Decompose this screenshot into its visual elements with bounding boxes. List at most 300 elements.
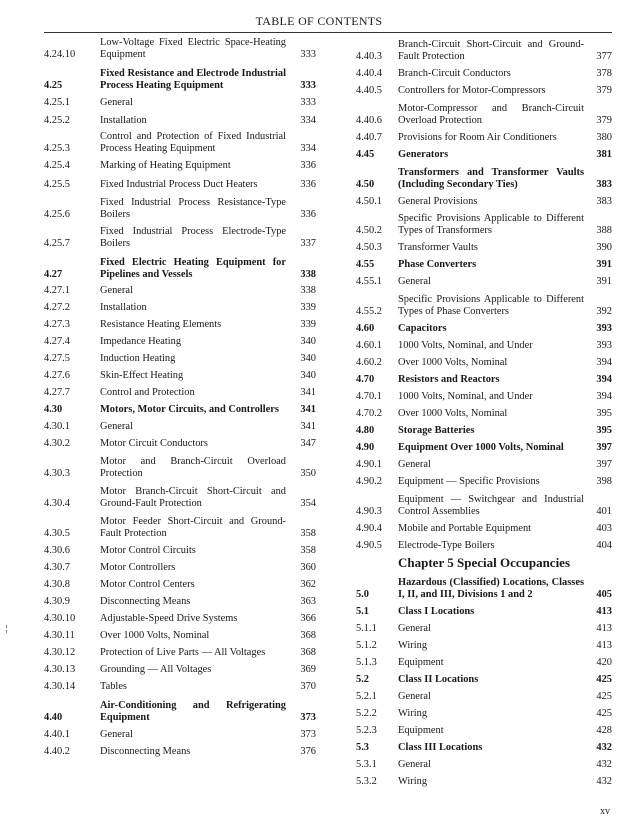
- section-title: Fixed Industrial Process Electrode-Type Boilers: [100, 225, 286, 250]
- section-number: 5.2: [356, 674, 369, 686]
- page-ref: 397: [596, 442, 612, 454]
- page-ref: 373: [300, 729, 316, 741]
- section-title: Disconnecting Means: [100, 596, 191, 608]
- toc-entry[interactable]: [356, 162, 612, 192]
- section-number: 4.30.6: [44, 545, 70, 557]
- toc-entry[interactable]: [44, 451, 316, 481]
- page-ref: 425: [596, 691, 612, 703]
- page-ref: 391: [596, 259, 612, 271]
- toc-entry[interactable]: [356, 272, 612, 289]
- section-title: Over 1000 Volts, Nominal: [100, 630, 210, 642]
- section-title: Fixed Resistance and Electrode Industrial Process Heating Equipment: [100, 67, 286, 92]
- section-title: Class I Locations: [398, 606, 475, 618]
- page-ref: 333: [300, 97, 316, 109]
- toc-entry[interactable]: [44, 742, 316, 759]
- page-ref: 425: [596, 674, 612, 686]
- section-title: Installation: [100, 115, 147, 127]
- page-ref: 370: [300, 681, 316, 693]
- toc-entry[interactable]: [356, 64, 612, 81]
- section-number: 4.80: [356, 425, 375, 437]
- section-title: Grounding — All Voltages: [100, 664, 212, 676]
- section-number: 4.55.1: [356, 276, 382, 288]
- section-number: 4.40: [44, 712, 63, 724]
- section-title: Protection of Live Parts — All Voltages: [100, 647, 266, 659]
- section-title: Equipment Over 1000 Volts, Nominal: [398, 442, 564, 454]
- section-number: 5.1: [356, 606, 369, 618]
- toc-entry[interactable]: [44, 251, 316, 282]
- toc-entry[interactable]: [356, 687, 612, 704]
- page-ref: 350: [300, 468, 316, 480]
- section-number: 4.27: [44, 269, 63, 281]
- page-ref: 339: [300, 302, 316, 314]
- section-title: Equipment — Switchgear and Industrial Control Assemblies: [398, 493, 584, 518]
- section-title: General Provisions: [398, 196, 478, 208]
- toc-entry[interactable]: [356, 128, 612, 145]
- section-title: Motor Branch-Circuit Short-Circuit and Ground-Fault Protection: [100, 485, 286, 510]
- section-title: Branch-Circuit Short-Circuit and Ground-Fault Protection: [398, 38, 584, 63]
- section-number: 4.27.5: [44, 353, 70, 365]
- page-ref: 368: [300, 647, 316, 659]
- section-title: General: [100, 285, 133, 297]
- section-number: 4.30.4: [44, 498, 70, 510]
- page-header: TABLE OF CONTENTS: [255, 14, 383, 28]
- section-title: Hazardous (Classified) Locations, Classes I, II, and III, Divisions 1 and 2: [398, 576, 584, 601]
- section-number: 4.50.1: [356, 196, 382, 208]
- section-number: 4.25.1: [44, 97, 70, 109]
- toc-entry[interactable]: [44, 128, 316, 156]
- section-number: 4.25.4: [44, 160, 70, 172]
- section-title: Equipment: [398, 657, 444, 669]
- page-ref: 341: [300, 404, 316, 416]
- section-number: 4.25: [44, 80, 63, 92]
- section-title: Adjustable-Speed Drive Systems: [100, 613, 238, 625]
- toc-entry[interactable]: [356, 455, 612, 472]
- section-number: 4.27.2: [44, 302, 70, 314]
- section-number: 4.50.2: [356, 225, 382, 237]
- toc-entry[interactable]: [356, 489, 612, 519]
- toc-entry[interactable]: [356, 571, 612, 602]
- toc-entry[interactable]: [356, 670, 612, 687]
- page-ref: 393: [596, 323, 612, 335]
- toc-entry[interactable]: [44, 349, 316, 366]
- section-number: 4.40.5: [356, 85, 382, 97]
- toc-entry[interactable]: [44, 298, 316, 315]
- section-title: Motor Controllers: [100, 562, 176, 574]
- section-number: 4.40.4: [356, 68, 382, 80]
- section-title: 1000 Volts, Nominal, and Under: [398, 391, 533, 403]
- page-ref: 336: [300, 160, 316, 172]
- page-ref: 341: [300, 387, 316, 399]
- section-title: Wiring: [398, 640, 428, 652]
- page-ref: 333: [300, 49, 316, 61]
- section-title: Induction Heating: [100, 353, 176, 365]
- section-title: Capacitors: [398, 323, 447, 335]
- section-title: Resistors and Reactors: [398, 374, 500, 386]
- toc-entry[interactable]: [356, 536, 612, 553]
- section-number: 4.30.8: [44, 579, 70, 591]
- page-ref: 428: [596, 725, 612, 737]
- toc-entry[interactable]: [356, 704, 612, 721]
- toc-entry[interactable]: [356, 36, 612, 64]
- page-ref: 339: [300, 319, 316, 331]
- section-number: 5.0: [356, 589, 369, 601]
- toc-entry[interactable]: [356, 255, 612, 272]
- page-ref: 383: [596, 179, 612, 191]
- toc-entry[interactable]: [44, 93, 316, 110]
- toc-entry[interactable]: [356, 653, 612, 670]
- page-ref: 413: [596, 606, 612, 618]
- toc-entry[interactable]: [356, 238, 612, 255]
- toc-entry[interactable]: [44, 173, 316, 192]
- section-number: 4.27.3: [44, 319, 70, 331]
- section-number: 4.30.7: [44, 562, 70, 574]
- section-number: 4.30.10: [44, 613, 76, 625]
- toc-right-column: [356, 36, 612, 789]
- section-number: 4.90.1: [356, 459, 382, 471]
- section-title: General: [100, 97, 133, 109]
- section-title: Motor Control Centers: [100, 579, 195, 591]
- section-number: 4.90.5: [356, 540, 382, 552]
- section-number: 4.27.7: [44, 387, 70, 399]
- page-ref: 390: [596, 242, 612, 254]
- page-ref: 378: [596, 68, 612, 80]
- section-title: Fixed Industrial Process Duct Heaters: [100, 179, 258, 191]
- section-number: 4.90.4: [356, 523, 382, 535]
- toc-entry[interactable]: [356, 209, 612, 238]
- toc-entry[interactable]: [44, 694, 316, 725]
- section-number: 4.90.2: [356, 476, 382, 488]
- toc-entry[interactable]: [44, 677, 316, 694]
- page-ref: 347: [300, 438, 316, 450]
- toc-entry[interactable]: [44, 192, 316, 222]
- toc-entry[interactable]: [44, 36, 316, 62]
- toc-entry[interactable]: [44, 481, 316, 511]
- page-ref: 373: [300, 712, 316, 724]
- section-title: Chapter 5 Special Occupancies: [398, 555, 571, 570]
- page-ref: 392: [596, 306, 612, 318]
- page-ref: 420: [596, 657, 612, 669]
- page-ref: 334: [300, 143, 316, 155]
- page-ref: 413: [596, 640, 612, 652]
- page-ref: 377: [596, 51, 612, 63]
- section-title: Marking of Heating Equipment: [100, 160, 231, 172]
- toc-entry[interactable]: [356, 738, 612, 755]
- section-title: Storage Batteries: [398, 425, 475, 437]
- section-number: 4.25.2: [44, 115, 70, 127]
- section-title: Electrode-Type Boilers: [398, 540, 495, 552]
- page-ref: 354: [300, 498, 316, 510]
- page-ref: 394: [596, 374, 612, 386]
- page-ref: 391: [596, 276, 612, 288]
- page-ref: 340: [300, 353, 316, 365]
- toc-entry[interactable]: [356, 336, 612, 353]
- page-ref: 338: [300, 269, 316, 281]
- toc-entry[interactable]: [44, 156, 316, 173]
- toc-entry[interactable]: [356, 192, 612, 209]
- section-number: 4.60: [356, 323, 375, 335]
- section-number: 4.60.2: [356, 357, 382, 369]
- section-number: 4.25.6: [44, 209, 70, 221]
- section-title: Phase Converters: [398, 259, 477, 271]
- section-title: Control and Protection of Fixed Industrial Process Heating Equipment: [100, 130, 286, 155]
- page-ref: 334: [300, 115, 316, 127]
- section-number: 4.27.1: [44, 285, 70, 297]
- section-number: 4.30.12: [44, 647, 76, 659]
- section-title: General: [100, 421, 133, 433]
- section-title: Equipment — Specific Provisions: [398, 476, 540, 488]
- section-number: 5.3.2: [356, 776, 377, 788]
- section-number: 4.50.3: [356, 242, 382, 254]
- section-title: Control and Protection: [100, 387, 195, 399]
- page-ref: 397: [596, 459, 612, 471]
- section-number: 4.55.2: [356, 306, 382, 318]
- section-number: 4.25.7: [44, 238, 70, 250]
- page-ref: 358: [300, 528, 316, 540]
- toc-entry[interactable]: [44, 62, 316, 93]
- section-title: Motor Circuit Conductors: [100, 438, 208, 450]
- page-ref: 376: [300, 746, 316, 758]
- page-ref: 404: [596, 540, 612, 552]
- section-number: 4.30.14: [44, 681, 76, 693]
- toc-entry[interactable]: [44, 332, 316, 349]
- page-ref: 362: [300, 579, 316, 591]
- section-number: 4.40.7: [356, 132, 382, 144]
- toc-entry[interactable]: [356, 370, 612, 387]
- section-number: 5.1.2: [356, 640, 377, 652]
- page-number: xv: [600, 806, 610, 817]
- section-title: General: [100, 729, 133, 741]
- section-number: 4.27.6: [44, 370, 70, 382]
- page-ref: 394: [596, 391, 612, 403]
- section-number: 5.2.3: [356, 725, 377, 737]
- toc-entry[interactable]: [356, 636, 612, 653]
- section-title: Transformer Vaults: [398, 242, 478, 254]
- toc-entry[interactable]: [44, 725, 316, 742]
- section-number: 4.30.3: [44, 468, 70, 480]
- page-ref: 379: [596, 85, 612, 97]
- section-number: 4.24.10: [44, 49, 76, 61]
- page-ref: 393: [596, 340, 612, 352]
- toc-entry[interactable]: [356, 289, 612, 319]
- toc-entry[interactable]: [44, 660, 316, 677]
- section-number: 4.70.2: [356, 408, 382, 420]
- page-ref: 398: [596, 476, 612, 488]
- toc-entry[interactable]: [356, 519, 612, 536]
- toc-entry[interactable]: [44, 400, 316, 417]
- page-ref: 358: [300, 545, 316, 557]
- section-title: Over 1000 Volts, Nominal: [398, 408, 508, 420]
- page-ref: 405: [596, 589, 612, 601]
- toc-entry[interactable]: [44, 626, 316, 643]
- toc-entry[interactable]: [356, 319, 612, 336]
- page-ref: 336: [300, 179, 316, 191]
- toc-entry[interactable]: [356, 619, 612, 636]
- header-rule: [44, 32, 612, 33]
- section-title: Wiring: [398, 776, 428, 788]
- page-ref: 333: [300, 80, 316, 92]
- section-number: 4.90: [356, 442, 375, 454]
- page-ref: 337: [300, 238, 316, 250]
- section-number: 4.40.3: [356, 51, 382, 63]
- page-ref: 388: [596, 225, 612, 237]
- page-ref: 360: [300, 562, 316, 574]
- section-title: Class III Locations: [398, 742, 483, 754]
- page-ref: 340: [300, 370, 316, 382]
- section-number: 4.70: [356, 374, 375, 386]
- section-number: 4.25.3: [44, 143, 70, 155]
- toc-entry[interactable]: [44, 315, 316, 332]
- section-number: 4.40.1: [44, 729, 70, 741]
- toc-entry[interactable]: [356, 772, 612, 789]
- section-number: 4.30: [44, 404, 63, 416]
- chapter-heading[interactable]: [356, 553, 612, 571]
- section-title: Transformers and Transformer Vaults (Including Secondary Ties): [398, 166, 584, 191]
- toc-entry[interactable]: [356, 81, 612, 98]
- section-number: 4.60.1: [356, 340, 382, 352]
- section-number: 5.3: [356, 742, 369, 754]
- section-number: 4.30.11: [44, 630, 75, 642]
- page-ref: 366: [300, 613, 316, 625]
- section-title: Installation: [100, 302, 147, 314]
- section-title: General: [398, 276, 431, 288]
- toc-entry[interactable]: [44, 417, 316, 434]
- toc-entry[interactable]: [356, 421, 612, 438]
- page-ref: 432: [596, 776, 612, 788]
- page-ref: 395: [596, 408, 612, 420]
- section-title: Low-Voltage Fixed Electric Space-Heating Equipment: [100, 36, 286, 61]
- toc-entry[interactable]: [44, 282, 316, 298]
- section-title: General: [398, 459, 431, 471]
- section-title: Specific Provisions Applicable to Different Types of Phase Converters: [398, 293, 584, 318]
- section-number: 4.30.9: [44, 596, 70, 608]
- page-ref: 336: [300, 209, 316, 221]
- section-number: 4.55: [356, 259, 375, 271]
- toc-entry[interactable]: [356, 602, 612, 619]
- toc-entry[interactable]: [356, 145, 612, 162]
- section-number: 4.45: [356, 149, 375, 161]
- page-ref: 395: [596, 425, 612, 437]
- section-title: Motors, Motor Circuits, and Controllers: [100, 404, 279, 416]
- section-title: Motor-Compressor and Branch-Circuit Overload Protection: [398, 102, 584, 127]
- section-title: 1000 Volts, Nominal, and Under: [398, 340, 533, 352]
- toc-entry[interactable]: [356, 472, 612, 489]
- toc-entry[interactable]: [356, 438, 612, 455]
- toc-entry[interactable]: [44, 541, 316, 558]
- section-title: General: [398, 691, 431, 703]
- page-ref: 368: [300, 630, 316, 642]
- section-title: Impedance Heating: [100, 336, 182, 348]
- section-number: 4.30.5: [44, 528, 70, 540]
- page-ref: 338: [300, 285, 316, 297]
- page-ref: 383: [596, 196, 612, 208]
- page-ref: 432: [596, 742, 612, 754]
- toc-entry[interactable]: [44, 222, 316, 251]
- section-title: Mobile and Portable Equipment: [398, 523, 532, 535]
- section-title: Motor Control Circuits: [100, 545, 196, 557]
- toc-entry[interactable]: [356, 353, 612, 370]
- toc-entry[interactable]: [356, 721, 612, 738]
- section-title: Resistance Heating Elements: [100, 319, 222, 331]
- section-title: Branch-Circuit Conductors: [398, 68, 511, 80]
- section-title: Fixed Electric Heating Equipment for Pipelines and Vessels: [100, 256, 286, 281]
- page-ref: 363: [300, 596, 316, 608]
- section-number: 5.3.1: [356, 759, 377, 771]
- toc-entry[interactable]: [44, 434, 316, 451]
- toc-entry[interactable]: [44, 110, 316, 128]
- page-ref: 380: [596, 132, 612, 144]
- page-ref: 341: [300, 421, 316, 433]
- section-title: Fixed Industrial Process Resistance-Type Boilers: [100, 196, 286, 221]
- page-ref: 379: [596, 115, 612, 127]
- toc-entry[interactable]: [356, 98, 612, 128]
- section-title: Specific Provisions Applicable to Different Types of Transformers: [398, 212, 584, 237]
- page-ref: 381: [596, 149, 612, 161]
- page-ref: 413: [596, 623, 612, 635]
- section-title: Over 1000 Volts, Nominal: [398, 357, 508, 369]
- page-ref: 394: [596, 357, 612, 369]
- section-title: General: [398, 623, 431, 635]
- section-title: Tables: [100, 681, 127, 693]
- section-number: 4.70.1: [356, 391, 382, 403]
- section-title: Class II Locations: [398, 674, 479, 686]
- section-title: Provisions for Room Air Conditioners: [398, 132, 557, 144]
- page-ref: 369: [300, 664, 316, 676]
- page-ref: 432: [596, 759, 612, 771]
- toc-entry[interactable]: [44, 511, 316, 541]
- section-title: Disconnecting Means: [100, 746, 191, 758]
- page-ref: 401: [596, 506, 612, 518]
- section-number: 5.1.3: [356, 657, 377, 669]
- toc-entry[interactable]: [356, 755, 612, 772]
- section-number: 4.30.1: [44, 421, 70, 433]
- section-title: Equipment: [398, 725, 444, 737]
- section-number: 4.30.2: [44, 438, 70, 450]
- section-title: General: [398, 759, 431, 771]
- section-number: 5.1.1: [356, 623, 377, 635]
- page-ref: 340: [300, 336, 316, 348]
- toc-entry[interactable]: [44, 558, 316, 575]
- section-number: 4.40.6: [356, 115, 382, 127]
- section-title: Motor Feeder Short-Circuit and Ground-Fault Protection: [100, 515, 286, 540]
- toc-entry[interactable]: [44, 383, 316, 400]
- toc-entry[interactable]: [44, 592, 316, 609]
- margin-mark: [6, 625, 10, 635]
- toc-entry[interactable]: [44, 643, 316, 660]
- toc-entry[interactable]: [356, 387, 612, 404]
- section-number: 5.2.2: [356, 708, 377, 720]
- page-ref: 425: [596, 708, 612, 720]
- toc-entry[interactable]: [44, 609, 316, 626]
- section-title: Controllers for Motor-Compressors: [398, 85, 546, 97]
- section-title: Generators: [398, 149, 449, 161]
- toc-left-column: [44, 36, 316, 759]
- section-title: Air-Conditioning and Refrigerating Equipment: [100, 699, 286, 724]
- section-number: 4.40.2: [44, 746, 70, 758]
- section-number: 4.90.3: [356, 506, 382, 518]
- toc-entry[interactable]: [44, 575, 316, 592]
- section-title: Wiring: [398, 708, 428, 720]
- toc-entry[interactable]: [44, 366, 316, 383]
- section-title: Motor and Branch-Circuit Overload Protection: [100, 455, 286, 480]
- section-title: Skin-Effect Heating: [100, 370, 184, 382]
- section-number: 4.25.5: [44, 179, 70, 191]
- page-ref: 403: [596, 523, 612, 535]
- toc-entry[interactable]: [356, 404, 612, 421]
- section-number: 4.30.13: [44, 664, 76, 676]
- section-number: 5.2.1: [356, 691, 377, 703]
- section-number: 4.50: [356, 179, 375, 191]
- section-number: 4.27.4: [44, 336, 70, 348]
